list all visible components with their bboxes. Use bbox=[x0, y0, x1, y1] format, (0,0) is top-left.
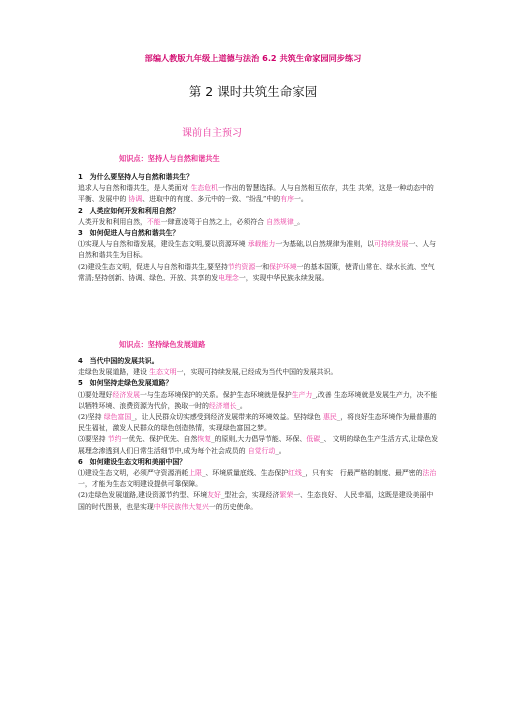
question-heading: 1 为什么要坚持人与自然和谐共生？ bbox=[78, 173, 194, 181]
answer-paragraph: 走绿色发展道路，建设 生态文明一，实现可持续发展,已经成为当代中国的发展共识。 bbox=[78, 368, 338, 377]
section-heading: 课前自主预习 bbox=[182, 128, 242, 139]
answer-paragraph: 追求人与自然和谐共生，是人类面对 生态危机一作出的智慧选择。人与自然相互依存，共生 共荣，这是一种动态中的平衡、发展中的 协调、进取中的有度、多元中的一致、“纷乱”中的有序一。 bbox=[78, 184, 434, 204]
answer-paragraph: ⑴建设生态文明，必须严守资源消耗上限_、环境质量底线、生态保护红线_，只有实 行最严格的制度、最严密的法治一，才能为生态文明建设提供可靠保障。 bbox=[78, 469, 437, 489]
knowledge-block-1 bbox=[78, 172, 440, 284]
question-heading: 6 如何建设生态文明和美丽中国？ bbox=[78, 457, 187, 466]
answer-paragraph: (2)建设生态文明，促进人与自然和谐共生,要坚持节约资源一和保护环境一的基本国策，使青山常在、绿水长流、空气常清;坚持创新、协调、绿色、开放、共享的发电理念一，实现中华民族永续发展。 bbox=[78, 262, 435, 282]
knowledge-point-heading: 知识点：坚持绿色发展道路 bbox=[119, 340, 206, 349]
question-heading: 4 当代中国的发展共识。 bbox=[78, 357, 159, 365]
answer-paragraph: ⑴要处理好经济发展一与生态环境保护的关系。保护生态环境就是保护生产力_,改善 生态环境就是发展生产力，决不能以牺牲环境、浪费资源为代价，换取一时的经济增长_。 bbox=[78, 390, 438, 410]
question-heading: 3 如何促进人与自然和谐共生？ bbox=[78, 229, 180, 238]
answer-paragraph: ⑴实现人与自然和谐发展，建设生态文明,要以资源环境 承载能力一为基础,以自然规律为准则，以可持续发展一、人与自然和谐共生为目标。 bbox=[78, 240, 437, 260]
answer-paragraph: ⑶要坚持 节约一优先、保护优先、自然恢复_的原则,大力倡导节能、环保、低碳_、 文明的绿色生产生活方式,让绿色发展理念渗透到人们日常生活细节中,成为每个社会成员的 自觉行动_。 bbox=[78, 435, 439, 455]
question-heading: 5 如何坚持走绿色发展道路？ bbox=[78, 379, 173, 388]
question-heading: 2 人类应如何开发和利用自然？ bbox=[78, 206, 180, 215]
answer-paragraph: 人类开发和利用自然，不能一肆意凌驾于自然之上，必须符合 自然规律_。 bbox=[78, 217, 305, 226]
knowledge-point-heading: 知识点：坚持人与自然和谐共生 bbox=[119, 154, 220, 163]
answer-paragraph: (2)走绿色发展道路,建设资源节约型、环境友好_型社会，实现经济繁荣一、生态良好、 人民幸福，这既是建设美丽中国的时代图景，也是实现中华民族伟大复兴一的历史使命。 bbox=[78, 491, 434, 511]
document-title: 部编人教版九年级上道德与法治 6.2 共筑生命家园同步练习 bbox=[144, 53, 362, 63]
answer-paragraph: (2)坚持 绿色富国_，让人民群众切实感受到经济发展带来的环境效益。坚持绿色 惠民_，将良好生态环境作为最普惠的民生福祉，激发人民群众的绿色创造热情，实现绿色富国之梦。 bbox=[78, 413, 437, 433]
knowledge-block-2 bbox=[78, 356, 440, 513]
lesson-title: 第 2 课时共筑生命家园 bbox=[188, 84, 318, 99]
